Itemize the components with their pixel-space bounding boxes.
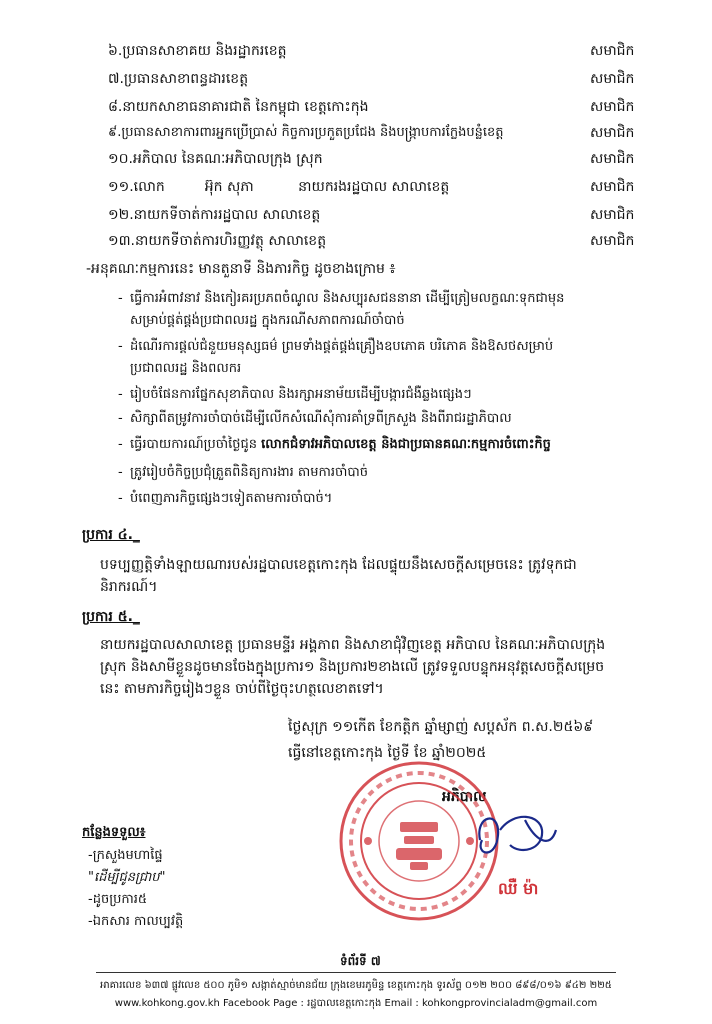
recipient-item: -ក្រសួងមហាផ្ទៃ [88, 848, 163, 863]
member-label-13: ១៣.នាយកទីចាត់ការហិរញ្ញវត្ថុ សាលាខេត្ត [108, 233, 327, 249]
recipient-item: "ដើម្បីជូនជ្រាប" [88, 870, 166, 885]
member-role-12: សមាជិក [590, 207, 635, 223]
member-label-12: ១២.នាយកទីចាត់ការរដ្ឋបាល សាលាខេត្ត [108, 207, 321, 223]
duty-item-text: ធ្វើរបាយការណ៍ប្រចាំថ្ងៃជូន [130, 437, 262, 452]
article-5-title: ប្រការ ៥._ [82, 609, 140, 625]
member-role-9: សមាជិក [590, 125, 635, 141]
recipients-title: កន្លែងទទួល៖ [82, 825, 146, 840]
member-label-8: ៨.នាយកសាខាធនាគារជាតិ នៃកម្ពុជា ខេត្តកោះកុង [108, 99, 369, 115]
recipient-item: -ដូចប្រការ៥ [88, 892, 148, 907]
duty-item-bold-text: លោកជំទាវអភិបាលខេត្ត និងជាប្រធានគណៈកម្មការចំពោះកិច្ច [261, 437, 551, 452]
member-role-10: សមាជិក [590, 151, 635, 167]
duty-item: - រៀបចំផែនការផ្នែកសុខាភិបាល និងរក្សាអនាម័យដើម្បីបង្ការជំងឺឆ្លងផ្សេងៗ [130, 386, 472, 404]
duty-item: - ត្រូវរៀបចំកិច្ចប្រជុំត្រួតពិនិត្យការងារ តាមការចាំបាច់ [130, 464, 368, 482]
member-role-11: សមាជិក [590, 179, 635, 195]
signatory-title: អភិបាល [442, 789, 487, 805]
page-number: ទំព័រទី ៧ [340, 954, 381, 968]
member-label-6: ៦.ប្រធានសាខាគយ និងរដ្ឋាករខេត្ត [108, 43, 287, 59]
recipient-item: -ឯកសារ កាលប្បវត្តិ [88, 914, 184, 929]
member-role-8: សមាជិក [590, 99, 635, 115]
member-label-11: ១១.លោក អ៊ុក សុភា នាយករងរដ្ឋបាល សាលាខេត្ត [108, 179, 450, 195]
duty-item: - ធ្វើការអំពាវនាវ និងកៀរគរប្រភពចំណូល និងសប្បុរសជននានា ដើម្បីត្រៀមលក្ខណៈទុកជាមុន [130, 290, 564, 308]
duty-item: - បំពេញភារកិច្ចផ្សេងៗទៀតតាមការចាំបាច់។ [130, 490, 332, 508]
member-label-9: ៩.ប្រធានសាខាការពារអ្នកប្រើប្រាស់ កិច្ចការប្រកួតប្រជែង និងបង្ក្រាបការក្លែងបន្លំខេត្ត [108, 125, 504, 140]
article-5-text: នាយករដ្ឋបាលសាលាខេត្ត ប្រធានមន្ទីរ អង្គភាព និងសាខាជុំវិញខេត្ត អភិបាល នៃគណៈអភិបាលក្រុង ស្រុក និងសាមីខ្លួនដូចមានចែងក្នុងប្រការ១ និងប្រការ២ខាងលើ ត្រូវទទួលបន្ទុកអនុវត្តសេចក្តីសម្រេចនេះ តាមភារកិច្ចរៀងៗខ្លួន ចាប់ពីថ្ងៃចុះហត្ថលេខាតទៅ។ [100, 637, 606, 697]
duty-item: - ដំណើរការផ្តល់ជំនួយមនុស្សធម៌ ព្រមទាំងផ្គត់ផ្គង់គ្រឿងឧបភោគ បរិភោគ និងឱសថសម្រាប់ [130, 338, 553, 356]
duty-item [130, 436, 551, 454]
member-role-13: សមាជិក [590, 233, 635, 249]
duty-item-continuation: ប្រជាពលរដ្ឋ និងពលករ [130, 361, 242, 376]
footer-contact: www.kohkong.gov.kh Facebook Page : រដ្ឋបាលខេត្តកោះកុង Email : kohkongprovincialadm@gmail.com [114, 998, 598, 1009]
article-4-text: បទប្បញ្ញត្តិទាំងឡាយណារបស់រដ្ឋបាលខេត្តកោះកុង ដែលផ្ទុយនឹងសេចក្តីសម្រេចនេះ ត្រូវទុកជានិរាករណ៍។ [100, 557, 577, 595]
member-role-7: សមាជិក [590, 71, 635, 87]
handwritten-signature [470, 800, 560, 870]
member-label-10: ១០.អភិបាល នៃគណៈអភិបាលក្រុង ស្រុក [108, 151, 323, 167]
member-label-7: ៧.ប្រធានសាខាពន្ធដារខេត្ត [108, 71, 249, 87]
subcommittee-title: -អនុគណៈកម្មការនេះ មានតួនាទី និងភារកិច្ច ដូចខាងក្រោម ៖ [86, 261, 396, 277]
duty-item: - សិក្សាពីតម្រូវការចាំបាច់ដើម្បីលើកសំណើសុំការគាំទ្រពីក្រសួង និងពីរាជរដ្ឋាភិបាល [130, 410, 512, 428]
lunar-date-line: ថ្ងៃសុក្រ ១១កើត ខែកត្តិក ឆ្នាំម្សាញ់ សប្តស័ក ព.ស.២៥៦៩ [288, 719, 594, 735]
footer-divider [96, 972, 616, 973]
footer-address: អាគារលេខ ៦៣៧ ផ្លូវលេខ ៥០០ ភូមិ១ សង្កាត់ស្មាច់មានជ័យ ក្រុងខេមរភូមិន្ទ ខេត្តកោះកុង ទូរស័ព្ទ ០១២ ២០០ ៨៩៨/០១៦ ៩៤២ ២២៥ [100, 980, 612, 991]
signatory-name: ឈឺ ម៉ា [498, 879, 539, 898]
member-role-6: សមាជិក [590, 43, 635, 59]
article-4-title: ប្រការ ៤._ [82, 527, 140, 543]
place-date-line: ធ្វើនៅខេត្តកោះកុង ថ្ងៃទី ខែ ឆ្នាំ២០២៥ [288, 745, 487, 761]
duty-item-continuation: សម្រាប់ផ្គត់ផ្គង់ប្រជាពលរដ្ឋ ក្នុងករណីសភាពការណ៍ចាំបាច់ [130, 313, 405, 328]
